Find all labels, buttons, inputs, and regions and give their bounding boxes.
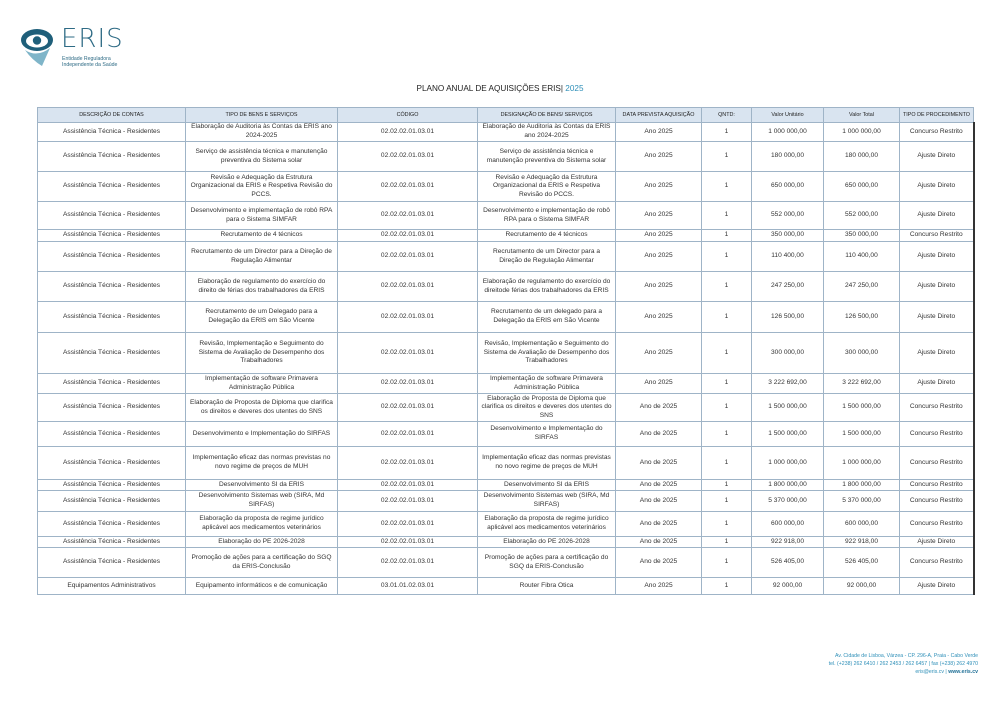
total-value-cell: 180 000,00 bbox=[824, 142, 900, 172]
goods-type-cell: Elaboração de regulamento do exercício do direito de férias dos trabalhadores da ERIS bbox=[186, 272, 338, 302]
quantity-cell: 1 bbox=[702, 302, 752, 333]
designation-cell: Promoção de ações para a certificação do SGQ da ERIS-Conclusão bbox=[478, 548, 616, 578]
code-cell: 02.02.02.01.03.01 bbox=[338, 172, 478, 202]
quantity-cell: 1 bbox=[702, 230, 752, 242]
procedure-type-cell: Ajuste Direto bbox=[900, 242, 974, 272]
account-description-cell: Assistência Técnica - Residentes bbox=[38, 374, 186, 394]
quantity-cell: 1 bbox=[702, 242, 752, 272]
table-row bbox=[38, 548, 974, 578]
total-value-cell: 300 000,00 bbox=[824, 333, 900, 374]
goods-type-cell: Desenvolvimento e implementação de robô RPA para o Sistema SIMFAR bbox=[186, 202, 338, 230]
code-cell: 02.02.02.01.03.01 bbox=[338, 512, 478, 537]
code-cell: 02.02.02.01.03.01 bbox=[338, 272, 478, 302]
designation-cell: Recrutamento de um Director para a Direção de Regulação Alimentar bbox=[478, 242, 616, 272]
unit-value-cell: 3 222 692,00 bbox=[752, 374, 824, 394]
quantity-cell: 1 bbox=[702, 123, 752, 142]
procedure-type-cell: Concurso Restrito bbox=[900, 123, 974, 142]
planned-date-cell: Ano 2025 bbox=[616, 302, 702, 333]
table-row bbox=[38, 512, 974, 537]
goods-type-cell: Revisão, Implementação e Seguimento do Sistema de Avaliação de Desempenho dos Trabalhadores bbox=[186, 333, 338, 374]
procedure-type-cell: Concurso Restrito bbox=[900, 422, 974, 447]
procedure-type-cell: Concurso Restrito bbox=[900, 394, 974, 422]
planned-date-cell: Ano de 2025 bbox=[616, 394, 702, 422]
unit-value-cell: 247 250,00 bbox=[752, 272, 824, 302]
table-row bbox=[38, 172, 974, 202]
table-row bbox=[38, 242, 974, 272]
goods-type-cell: Elaboração do PE 2026-2028 bbox=[186, 537, 338, 548]
total-value-cell: 600 000,00 bbox=[824, 512, 900, 537]
header-cell: QNTD: bbox=[702, 108, 752, 123]
designation-cell: Elaboração da proposta de regime jurídico aplicável aos medicamentos veterinários bbox=[478, 512, 616, 537]
quantity-cell: 1 bbox=[702, 142, 752, 172]
header-cell: DESCRIÇÃO DE CONTAS bbox=[38, 108, 186, 123]
unit-value-cell: 1 500 000,00 bbox=[752, 422, 824, 447]
unit-value-cell: 526 405,00 bbox=[752, 548, 824, 578]
table-row bbox=[38, 480, 974, 491]
unit-value-cell: 600 000,00 bbox=[752, 512, 824, 537]
table-row bbox=[38, 333, 974, 374]
goods-type-cell: Recrutamento de um Delegado para a Delegação da ERIS em São Vicente bbox=[186, 302, 338, 333]
total-value-cell: 92 000,00 bbox=[824, 578, 900, 595]
procedure-type-cell: Ajuste Direto bbox=[900, 142, 974, 172]
account-description-cell: Assistência Técnica - Residentes bbox=[38, 491, 186, 512]
designation-cell: Elaboração de regulamento do exercício do direitode férias dos trabalhadores da ERIS bbox=[478, 272, 616, 302]
table-row bbox=[38, 578, 974, 595]
planned-date-cell: Ano 2025 bbox=[616, 272, 702, 302]
total-value-cell: 552 000,00 bbox=[824, 202, 900, 230]
quantity-cell: 1 bbox=[702, 512, 752, 537]
unit-value-cell: 552 000,00 bbox=[752, 202, 824, 230]
quantity-cell: 1 bbox=[702, 172, 752, 202]
designation-cell: Router Fibra Otica bbox=[478, 578, 616, 595]
brand-name: ERIS bbox=[61, 24, 124, 54]
quantity-cell: 1 bbox=[702, 480, 752, 491]
procedure-type-cell: Concurso Restrito bbox=[900, 230, 974, 242]
designation-cell: Elaboração do PE 2026-2028 bbox=[478, 537, 616, 548]
code-cell: 02.02.02.01.03.01 bbox=[338, 123, 478, 142]
goods-type-cell: Desenvolvimento e Implementação do SIRFAS bbox=[186, 422, 338, 447]
code-cell: 02.02.02.01.03.01 bbox=[338, 230, 478, 242]
procedure-type-cell: Concurso Restrito bbox=[900, 491, 974, 512]
account-description-cell: Assistência Técnica - Residentes bbox=[38, 202, 186, 230]
goods-type-cell: Serviço de assistência técnica e manutenção preventiva do Sistema solar bbox=[186, 142, 338, 172]
code-cell: 03.01.01.02.03.01 bbox=[338, 578, 478, 595]
planned-date-cell: Ano 2025 bbox=[616, 333, 702, 374]
account-description-cell: Assistência Técnica - Residentes bbox=[38, 272, 186, 302]
planned-date-cell: Ano 2025 bbox=[616, 123, 702, 142]
planned-date-cell: Ano 2025 bbox=[616, 230, 702, 242]
table-row bbox=[38, 447, 974, 480]
header-cell: Valor Unitário bbox=[752, 108, 824, 123]
account-description-cell: Assistência Técnica - Residentes bbox=[38, 480, 186, 491]
page-title-text: PLANO ANUAL DE AQUISIÇÕES ERIS| bbox=[416, 84, 563, 93]
footer-web bbox=[829, 668, 978, 676]
code-cell: 02.02.02.01.03.01 bbox=[338, 374, 478, 394]
total-value-cell: 247 250,00 bbox=[824, 272, 900, 302]
eris-logo bbox=[20, 26, 130, 70]
account-description-cell: Assistência Técnica - Residentes bbox=[38, 548, 186, 578]
unit-value-cell: 300 000,00 bbox=[752, 333, 824, 374]
account-description-cell: Assistência Técnica - Residentes bbox=[38, 242, 186, 272]
header-cell: DESIGNAÇÃO DE BENS/ SERVIÇOS bbox=[478, 108, 616, 123]
unit-value-cell: 650 000,00 bbox=[752, 172, 824, 202]
procedure-type-cell: Ajuste Direto bbox=[900, 302, 974, 333]
unit-value-cell: 922 918,00 bbox=[752, 537, 824, 548]
unit-value-cell: 1 500 000,00 bbox=[752, 394, 824, 422]
code-cell: 02.02.02.01.03.01 bbox=[338, 537, 478, 548]
quantity-cell: 1 bbox=[702, 447, 752, 480]
goods-type-cell: Implementação eficaz das normas previstas no novo regime de preços de MUH bbox=[186, 447, 338, 480]
designation-cell: Implementação eficaz das normas previstas no novo regime de preços de MUH bbox=[478, 447, 616, 480]
account-description-cell: Assistência Técnica - Residentes bbox=[38, 123, 186, 142]
code-cell: 02.02.02.01.03.01 bbox=[338, 242, 478, 272]
table-row bbox=[38, 123, 974, 142]
procedure-type-cell: Ajuste Direto bbox=[900, 578, 974, 595]
footer-separator: | bbox=[945, 669, 947, 676]
account-description-cell: Assistência Técnica - Residentes bbox=[38, 333, 186, 374]
total-value-cell: 3 222 692,00 bbox=[824, 374, 900, 394]
designation-cell: Recrutamento de um delegado para a Delegação da ERIS em São Vicente bbox=[478, 302, 616, 333]
code-cell: 02.02.02.01.03.01 bbox=[338, 422, 478, 447]
code-cell: 02.02.02.01.03.01 bbox=[338, 394, 478, 422]
planned-date-cell: Ano de 2025 bbox=[616, 548, 702, 578]
goods-type-cell: Recrutamento de um Director para a Direção de Regulação Alimentar bbox=[186, 242, 338, 272]
planned-date-cell: Ano de 2025 bbox=[616, 512, 702, 537]
planned-date-cell: Ano de 2025 bbox=[616, 447, 702, 480]
table-row bbox=[38, 422, 974, 447]
total-value-cell: 1 500 000,00 bbox=[824, 422, 900, 447]
footer-email[interactable]: eris@eris.cv bbox=[915, 669, 944, 676]
total-value-cell: 922 918,00 bbox=[824, 537, 900, 548]
unit-value-cell: 350 000,00 bbox=[752, 230, 824, 242]
procedure-type-cell: Ajuste Direto bbox=[900, 333, 974, 374]
procedure-type-cell: Ajuste Direto bbox=[900, 374, 974, 394]
quantity-cell: 1 bbox=[702, 578, 752, 595]
table-row bbox=[38, 230, 974, 242]
table-row bbox=[38, 374, 974, 394]
eris-logo-icon bbox=[20, 26, 58, 66]
procedure-type-cell: Concurso Restrito bbox=[900, 548, 974, 578]
planned-date-cell: Ano 2025 bbox=[616, 242, 702, 272]
code-cell: 02.02.02.01.03.01 bbox=[338, 447, 478, 480]
planned-date-cell: Ano 2025 bbox=[616, 172, 702, 202]
table-header-row bbox=[38, 108, 974, 123]
procedure-type-cell: Ajuste Direto bbox=[900, 172, 974, 202]
brand-tagline-line2: Independente da Saúde bbox=[62, 62, 118, 68]
page-title-year: 2025 bbox=[565, 84, 584, 93]
quantity-cell: 1 bbox=[702, 333, 752, 374]
unit-value-cell: 180 000,00 bbox=[752, 142, 824, 172]
code-cell: 02.02.02.01.03.01 bbox=[338, 491, 478, 512]
unit-value-cell: 1 000 000,00 bbox=[752, 123, 824, 142]
code-cell: 02.02.02.01.03.01 bbox=[338, 480, 478, 491]
code-cell: 02.02.02.01.03.01 bbox=[338, 202, 478, 230]
quantity-cell: 1 bbox=[702, 491, 752, 512]
table-row bbox=[38, 302, 974, 333]
table-row bbox=[38, 202, 974, 230]
goods-type-cell: Implementação de software Primavera Administração Pública bbox=[186, 374, 338, 394]
goods-type-cell: Promoção de ações para a certificação do SGQ da ERIS-Conclusão bbox=[186, 548, 338, 578]
total-value-cell: 110 400,00 bbox=[824, 242, 900, 272]
header-cell: DATA PREVISTA AQUISIÇÃO bbox=[616, 108, 702, 123]
unit-value-cell: 110 400,00 bbox=[752, 242, 824, 272]
designation-cell: Recrutamento de 4 técnicos bbox=[478, 230, 616, 242]
designation-cell: Elaboração de Auditoria às Contas da ERIS ano 2024-2025 bbox=[478, 123, 616, 142]
quantity-cell: 1 bbox=[702, 422, 752, 447]
goods-type-cell: Elaboração de Proposta de Diploma que clarifica os direitos e deveres dos utentes do SNS bbox=[186, 394, 338, 422]
header-cell: TIPO DE BENS E SERVIÇOS bbox=[186, 108, 338, 123]
account-description-cell: Assistência Técnica - Residentes bbox=[38, 142, 186, 172]
footer-address: Av. Cidade de Lisboa, Várzea - CP. 296-A, Praia - Cabo Verde bbox=[834, 653, 978, 659]
table-body bbox=[38, 123, 974, 595]
planned-date-cell: Ano de 2025 bbox=[616, 480, 702, 491]
account-description-cell: Assistência Técnica - Residentes bbox=[38, 230, 186, 242]
header-cell: Valor Total bbox=[824, 108, 900, 123]
code-cell: 02.02.02.01.03.01 bbox=[338, 302, 478, 333]
designation-cell: Revisão, Implementação e Seguimento do Sistema de Avaliação de Desempenho dos Trabalhadores bbox=[478, 333, 616, 374]
acquisitions-table bbox=[37, 107, 975, 595]
goods-type-cell: Revisão e Adequação da Estrutura Organizacional da ERIS e Respetiva Revisão do PCCS. bbox=[186, 172, 338, 202]
contact-footer bbox=[829, 652, 978, 677]
account-description-cell: Equipamentos Administrativos bbox=[38, 578, 186, 595]
quantity-cell: 1 bbox=[702, 374, 752, 394]
footer-website[interactable]: www.eris.cv bbox=[948, 669, 978, 676]
procedure-type-cell: Ajuste Direto bbox=[900, 272, 974, 302]
goods-type-cell: Desenvolvimento Sistemas web (SIRA, Md SIRFAS) bbox=[186, 491, 338, 512]
designation-cell: Desenvolvimento SI da ERIS bbox=[478, 480, 616, 491]
planned-date-cell: Ano de 2025 bbox=[616, 491, 702, 512]
planned-date-cell: Ano 2025 bbox=[616, 578, 702, 595]
quantity-cell: 1 bbox=[702, 537, 752, 548]
designation-cell: Desenvolvimento Sistemas web (SIRA, Md SIRFAS) bbox=[478, 491, 616, 512]
total-value-cell: 350 000,00 bbox=[824, 230, 900, 242]
unit-value-cell: 1 000 000,00 bbox=[752, 447, 824, 480]
total-value-cell: 1 000 000,00 bbox=[824, 447, 900, 480]
unit-value-cell: 92 000,00 bbox=[752, 578, 824, 595]
account-description-cell: Assistência Técnica - Residentes bbox=[38, 537, 186, 548]
page-title bbox=[0, 84, 1000, 93]
designation-cell: Revisão e Adequação da Estrutura Organizacional da ERIS e Respetiva Revisão do PCCS. bbox=[478, 172, 616, 202]
planned-date-cell: Ano 2025 bbox=[616, 374, 702, 394]
designation-cell: Desenvolvimento e implementação de robô RPA para o Sistema SIMFAR bbox=[478, 202, 616, 230]
account-description-cell: Assistência Técnica - Residentes bbox=[38, 302, 186, 333]
total-value-cell: 1 500 000,00 bbox=[824, 394, 900, 422]
goods-type-cell: Recrutamento de 4 técnicos bbox=[186, 230, 338, 242]
brand-tagline bbox=[62, 56, 142, 68]
code-cell: 02.02.02.01.03.01 bbox=[338, 333, 478, 374]
account-description-cell: Assistência Técnica - Residentes bbox=[38, 422, 186, 447]
quantity-cell: 1 bbox=[702, 548, 752, 578]
designation-cell: Desenvolvimento e Implementação do SIRFAS bbox=[478, 422, 616, 447]
account-description-cell: Assistência Técnica - Residentes bbox=[38, 172, 186, 202]
planned-date-cell: Ano de 2025 bbox=[616, 422, 702, 447]
quantity-cell: 1 bbox=[702, 202, 752, 230]
procedure-type-cell: Concurso Restrito bbox=[900, 480, 974, 491]
quantity-cell: 1 bbox=[702, 394, 752, 422]
unit-value-cell: 126 500,00 bbox=[752, 302, 824, 333]
code-cell: 02.02.02.01.03.01 bbox=[338, 142, 478, 172]
account-description-cell: Assistência Técnica - Residentes bbox=[38, 394, 186, 422]
account-description-cell: Assistência Técnica - Residentes bbox=[38, 447, 186, 480]
goods-type-cell: Equipamento informáticos e de comunicação bbox=[186, 578, 338, 595]
procedure-type-cell: Concurso Restrito bbox=[900, 512, 974, 537]
procedure-type-cell: Ajuste Direto bbox=[900, 537, 974, 548]
header-cell: CÓDIGO bbox=[338, 108, 478, 123]
designation-cell: Implementação de software Primavera Administração Pública bbox=[478, 374, 616, 394]
unit-value-cell: 5 370 000,00 bbox=[752, 491, 824, 512]
total-value-cell: 650 000,00 bbox=[824, 172, 900, 202]
table-row bbox=[38, 537, 974, 548]
footer-phones: tel. (+238) 262 6410 / 262 2453 / 262 6457 | fax (+238) 262 4970 bbox=[828, 661, 978, 668]
unit-value-cell: 1 800 000,00 bbox=[752, 480, 824, 491]
designation-cell: Elaboração de Proposta de Diploma que clarifica os direitos e deveres dos utentes do SNS bbox=[478, 394, 616, 422]
procedure-type-cell: Ajuste Direto bbox=[900, 202, 974, 230]
planned-date-cell: Ano 2025 bbox=[616, 202, 702, 230]
total-value-cell: 1 800 000,00 bbox=[824, 480, 900, 491]
table-row bbox=[38, 491, 974, 512]
planned-date-cell: Ano 2025 bbox=[616, 142, 702, 172]
total-value-cell: 1 000 000,00 bbox=[824, 123, 900, 142]
quantity-cell: 1 bbox=[702, 272, 752, 302]
brand-tagline-line1: Entidade Reguladora bbox=[62, 56, 111, 62]
table-row bbox=[38, 272, 974, 302]
total-value-cell: 126 500,00 bbox=[824, 302, 900, 333]
table-row bbox=[38, 142, 974, 172]
procedure-type-cell: Concurso Restrito bbox=[900, 447, 974, 480]
account-description-cell: Assistência Técnica - Residentes bbox=[38, 512, 186, 537]
table-row bbox=[38, 394, 974, 422]
goods-type-cell: Elaboração da proposta de regime jurídico aplicável aos medicamentos veterinários bbox=[186, 512, 338, 537]
planned-date-cell: Ano de 2025 bbox=[616, 537, 702, 548]
goods-type-cell: Elaboração de Auditoria às Contas da ERIS ano 2024-2025 bbox=[186, 123, 338, 142]
designation-cell: Serviço de assistência técnica e manutenção preventiva do Sistema solar bbox=[478, 142, 616, 172]
total-value-cell: 526 405,00 bbox=[824, 548, 900, 578]
goods-type-cell: Desenvolvimento SI da ERIS bbox=[186, 480, 338, 491]
header-cell: TIPO DE PROCEDIMENTO bbox=[900, 108, 974, 123]
total-value-cell: 5 370 000,00 bbox=[824, 491, 900, 512]
code-cell: 02.02.02.01.03.01 bbox=[338, 548, 478, 578]
